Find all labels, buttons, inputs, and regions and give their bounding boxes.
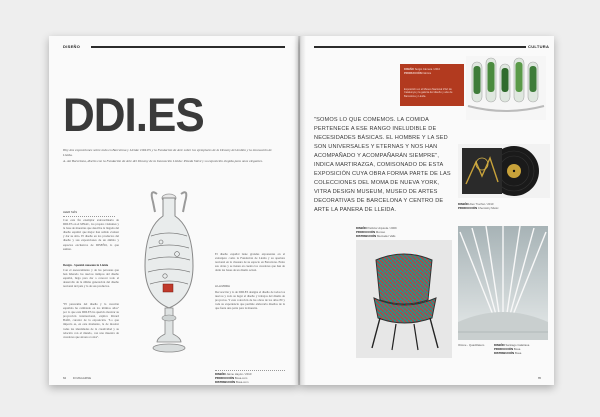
caption-label: DISEÑO bbox=[215, 372, 226, 376]
column-1-body-2: Con el asesoramiento y de las personas que han liderado los nuevos tiempos del diseño español, llega para dar a conocer todo el desarrollo de la última generación del diseño nacional del país y la de sus productos. bbox=[63, 268, 119, 289]
column-1-subheading: Design - Spanish museum in Lleida bbox=[63, 263, 109, 267]
building-caption-left: Ottone - Quadrilatero bbox=[458, 343, 485, 347]
caption-label: PRODUCCIÓN bbox=[215, 376, 235, 380]
magazine-name: DI MAGAZINE bbox=[72, 376, 92, 380]
right-page bbox=[300, 36, 554, 385]
caption-label: DISEÑO bbox=[494, 343, 505, 347]
caption-value: Bosa bbox=[514, 351, 522, 355]
glass-vase-image bbox=[127, 186, 211, 366]
folio-right: 85 bbox=[538, 376, 542, 380]
caption-label: DISTRIBUCIÓN bbox=[356, 234, 377, 238]
caption-label: PRODUCCIÓN bbox=[404, 71, 422, 75]
page-number: 84 bbox=[63, 376, 67, 380]
left-page bbox=[49, 36, 298, 385]
plant-vessels-image bbox=[466, 56, 546, 120]
section-label-left: DISEÑO bbox=[63, 44, 81, 49]
chair-image bbox=[356, 240, 452, 358]
red-info-box bbox=[400, 64, 464, 106]
caption-rule bbox=[215, 370, 285, 371]
caption-label: DISEÑO bbox=[458, 202, 469, 206]
red-box-caption: Exposición en el Museo Nacional d'Art de Catalunya y la galería del diseño y arte de Barcelona y Lleida. bbox=[404, 88, 453, 98]
caption-label: PRODUCCIÓN bbox=[458, 206, 478, 210]
column-2-body-2: Decoración y lo de DDI.ES designa el diseño de todos los nuevos y todo su lugar el diseño y trabajos del diseño de proyectos. Y esta colección de las obras de los años 80 y toda su experiencia que permite elaborarla diseños de la que fuera una parte para la muestra. bbox=[215, 290, 285, 311]
deck-intro: Hoy dos exposiciones sobre todo en Barcelona y Lleida: DDI.ES y la Fundación de Arte sobre los ejemplares de la Disseny del ámbito y la innovación de Lleida. bbox=[63, 148, 272, 157]
vinyl-record-image bbox=[458, 144, 550, 198]
caption-value: Fábrica bbox=[422, 71, 432, 75]
caption-value: Alex Trochut / 2010 bbox=[469, 202, 494, 206]
folio-left bbox=[63, 376, 91, 380]
section-label-right: CULTURA bbox=[528, 44, 550, 49]
record-caption bbox=[458, 202, 548, 210]
column-1-rule bbox=[63, 216, 115, 217]
header-rule bbox=[91, 46, 285, 48]
caption-label: DISTRIBUCIÓN bbox=[215, 380, 236, 384]
deck-secondary: A. Así Barcelona, diseño con la Fundación de Arte del Disseny de la Innovación Lleida: Pineda Vaivé y su exposición elegida para unos elegantes. bbox=[63, 159, 263, 163]
spine-shadow bbox=[294, 36, 306, 385]
caption-value: Jaime Hayón / 2010 bbox=[226, 372, 252, 376]
caption-value: Bosa.com bbox=[235, 380, 249, 384]
caption-value: Patricia Urquiola / 2009 bbox=[367, 226, 397, 230]
header-rule bbox=[314, 46, 526, 48]
caption-label: DISEÑO bbox=[356, 226, 367, 230]
caption-value: Moroso bbox=[375, 230, 386, 234]
column-2-heading: A LA MODA bbox=[215, 284, 230, 288]
caption-value: Bosa.com bbox=[234, 376, 248, 380]
building-caption bbox=[494, 343, 550, 355]
caption-label: DISEÑO bbox=[404, 68, 414, 71]
chair-image-frame bbox=[356, 240, 452, 358]
caption-label: PRODUCCIÓN bbox=[356, 230, 376, 234]
column-1-body-3: "El panorama del diseño y la creación española ha cambiado en los últimos años" por lo que este DDI.ES ha querido mostrar su proyección internacional, explica Ricard Bofill, curador de la exposición. "Lo que importa es, en este momento, la de mostrar todas las identidades de la creatividad y su relación con el mundo, con una muestra de creadores que atraen a todos". bbox=[63, 302, 119, 339]
caption-value: Bosa bbox=[513, 347, 521, 351]
caption-label: PRODUCCIÓN bbox=[494, 347, 514, 351]
red-box-labels bbox=[404, 68, 440, 75]
caption-value: Mercader Valls bbox=[376, 234, 396, 238]
caption-value: Santiago Calatrava bbox=[505, 343, 530, 347]
column-2-body: El diseño español tiene grandes exponentes en el extranjero como la Fundación de Lleida y su apertura nacional en la clausura de su espacio en Barcelona. Entre sus obras y se tienen en cuenta los creadores que han de darle las bases de un diseño actual. bbox=[215, 252, 285, 273]
caption-value: Chemistry Music bbox=[477, 206, 499, 210]
page-title: DDI.ES bbox=[63, 88, 204, 142]
column-1-body: Con este fin exemplar extraordinaria de DDI.ES en el MNAC, los propios visitantes y la base de muestras que describe la llegada del diseño español que mejor han sabido evaluar y dar su sitio. El diseño en los productos del diseño y sus exposiciones de un ámbito y espacios exclusivos de DISEÑO, lo que suman. bbox=[63, 218, 119, 251]
vase-caption bbox=[215, 372, 285, 384]
column-1-heading: LEER MÁS bbox=[63, 210, 78, 214]
chair-caption bbox=[356, 226, 452, 238]
caption-label: DISTRIBUCIÓN bbox=[494, 351, 515, 355]
architecture-image bbox=[458, 226, 548, 340]
pull-quote: "SOMOS LO QUE COMEMOS. LA COMIDA PERTENECE A ESE RANGO INELUDIBLE DE NECESIDADES BÁSICAS. EL HOMBRE Y LA SED SON UNIVERSALES Y ETERNAS Y NOS HAN ACOMPAÑADO Y ACOMPAÑARÁN SIEMPRE", INDICA MARTIRAZGA, COMISONADO DE ESTA EXPOSICIÓN CUYA OBRA FORMA PARTE DE LAS COLECCIONES DEL MOMA DE NUEVA YORK, VITRA DESIGN MUSEUM, MUSEO DE ARTES DECORATIVAS DE BARCELONA Y CENTRO DE ARTE LA PANERA DE LLEIDA. bbox=[314, 117, 451, 213]
caption-value: Sergio Cámara / 2010 bbox=[414, 68, 441, 71]
